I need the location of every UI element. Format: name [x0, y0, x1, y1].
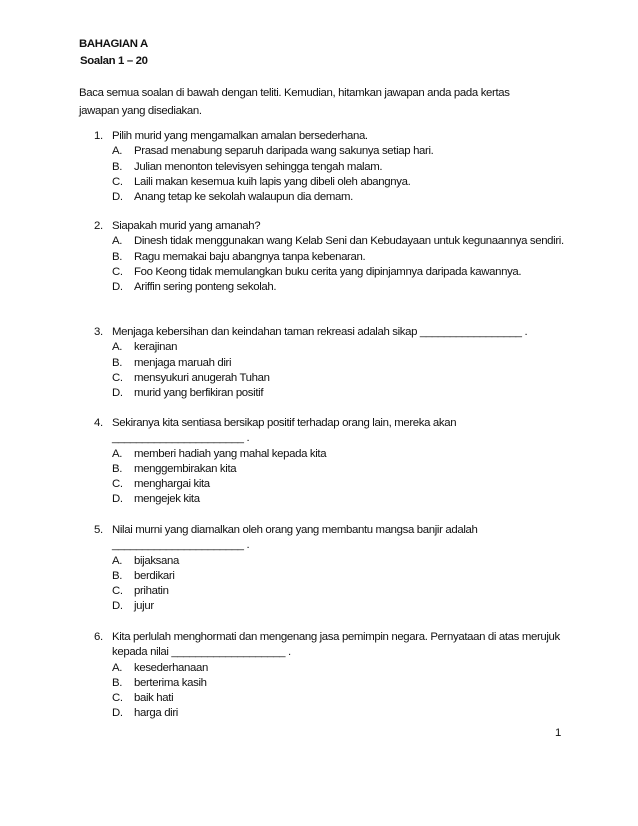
option-text: prihatin: [134, 585, 169, 598]
option-letter: A.: [112, 554, 123, 567]
option-text: Prasad menabung separuh daripada wang sakunya setiap hari.: [134, 145, 434, 158]
question-number: 4.: [94, 417, 103, 429]
option-letter: C.: [112, 371, 123, 384]
option-b: [112, 356, 564, 371]
options-list: [112, 554, 564, 615]
option-text: Anang tetap ke sekolah walaupun dia demam.: [134, 191, 353, 204]
option-text: menjaga maruah diri: [134, 356, 232, 369]
option-letter: A.: [112, 661, 123, 674]
question-5: [94, 523, 564, 615]
option-letter: D.: [112, 281, 123, 294]
question-1: [94, 129, 564, 205]
option-letter: D.: [112, 493, 123, 506]
option-letter: D.: [112, 387, 123, 400]
option-d: [112, 386, 564, 401]
question-text: Sekiranya kita sentiasa bersikap positif terhadap orang lain, mereka akan ______________________ .: [112, 417, 457, 445]
option-letter: A.: [112, 145, 123, 158]
option-letter: A.: [112, 341, 123, 354]
option-letter: C.: [112, 478, 123, 491]
option-text: Ariffin sering ponteng sekolah.: [134, 281, 277, 294]
option-text: Laili makan kesemua kuih lapis yang dibeli oleh abangnya.: [134, 175, 411, 188]
option-letter: A.: [112, 447, 123, 460]
option-text: mensyukuri anugerah Tuhan: [134, 371, 270, 384]
option-c: [112, 477, 564, 492]
question-text: Nilai murni yang diamalkan oleh orang yang membantu mangsa banjir adalah ______________________ .: [112, 524, 478, 552]
question-number: 3.: [94, 326, 103, 338]
question-number: 1.: [94, 130, 103, 142]
option-letter: A.: [112, 235, 123, 248]
option-letter: D.: [112, 191, 123, 204]
option-b: [112, 462, 564, 477]
option-letter: B.: [112, 569, 123, 582]
option-d: [112, 190, 564, 205]
option-b: [112, 250, 564, 265]
option-d: [112, 492, 564, 507]
option-text: harga diri: [134, 707, 178, 720]
option-a: [112, 447, 564, 462]
question-6: [94, 630, 564, 722]
option-letter: C.: [112, 692, 123, 705]
option-text: Dinesh tidak menggunakan wang Kelab Seni dan Kebudayaan untuk kegunaannya sendiri.: [134, 235, 564, 248]
option-text: memberi hadiah yang mahal kepada kita: [134, 447, 327, 460]
option-c: [112, 371, 564, 386]
option-text: berdikari: [134, 569, 175, 582]
option-letter: B.: [112, 250, 123, 263]
option-b: [112, 160, 564, 175]
option-text: bijaksana: [134, 554, 179, 567]
option-letter: B.: [112, 676, 123, 689]
section-subtitle: Soalan 1 – 20: [80, 55, 148, 67]
option-text: jujur: [134, 600, 154, 613]
option-letter: D.: [112, 600, 123, 613]
option-a: [112, 234, 564, 249]
options-list: [112, 661, 564, 722]
question-number: 6.: [94, 631, 103, 643]
option-d: [112, 706, 564, 721]
option-d: [112, 280, 564, 295]
option-text: baik hati: [134, 692, 174, 705]
option-a: [112, 340, 564, 355]
option-text: murid yang berfikiran positif: [134, 387, 264, 400]
option-letter: B.: [112, 462, 123, 475]
option-a: [112, 144, 564, 159]
question-4: [94, 416, 564, 508]
option-a: [112, 661, 564, 676]
options-list: [112, 447, 564, 508]
option-text: Foo Keong tidak memulangkan buku cerita yang dipinjamnya daripada kawannya.: [134, 265, 522, 278]
option-text: kesederhanaan: [134, 661, 208, 674]
option-text: Julian menonton televisyen sehingga tengah malam.: [134, 160, 383, 173]
instructions: Baca semua soalan di bawah dengan teliti. Kemudian, hitamkan jawapan anda pada kertas jawapan yang disediakan.: [79, 87, 510, 117]
option-text: menggembirakan kita: [134, 462, 237, 475]
option-b: [112, 676, 564, 691]
option-c: [112, 175, 564, 190]
option-text: menghargai kita: [134, 478, 210, 491]
question-text: Siapakah murid yang amanah?: [112, 220, 261, 232]
option-text: berterima kasih: [134, 676, 207, 689]
option-letter: B.: [112, 356, 123, 369]
option-a: [112, 554, 564, 569]
option-letter: D.: [112, 707, 123, 720]
option-b: [112, 569, 564, 584]
option-c: [112, 584, 564, 599]
question-number: 2.: [94, 220, 103, 232]
question-3: [94, 325, 564, 401]
question-text: Menjaga kebersihan dan keindahan taman rekreasi adalah sikap _________________ .: [112, 326, 528, 338]
option-c: [112, 691, 564, 706]
question-2: [94, 219, 564, 295]
section-title: BAHAGIAN A: [79, 38, 148, 50]
question-text: Kita perlulah menghormati dan mengenang jasa pemimpin negara. Pernyataan di atas merujuk kepada nilai ___________________ .: [112, 631, 560, 659]
options-list: [112, 340, 564, 401]
question-text: Pilih murid yang mengamalkan amalan bersederhana.: [112, 130, 368, 142]
option-text: Ragu memakai baju abangnya tanpa kebenaran.: [134, 250, 366, 263]
option-d: [112, 599, 564, 614]
options-list: [112, 144, 564, 205]
options-list: [112, 234, 564, 295]
question-number: 5.: [94, 524, 103, 536]
option-letter: C.: [112, 175, 123, 188]
option-letter: C.: [112, 585, 123, 598]
option-text: mengejek kita: [134, 493, 200, 506]
option-c: [112, 265, 564, 280]
option-letter: C.: [112, 265, 123, 278]
page-number: 1: [555, 727, 561, 739]
option-text: kerajinan: [134, 341, 178, 354]
option-letter: B.: [112, 160, 123, 173]
